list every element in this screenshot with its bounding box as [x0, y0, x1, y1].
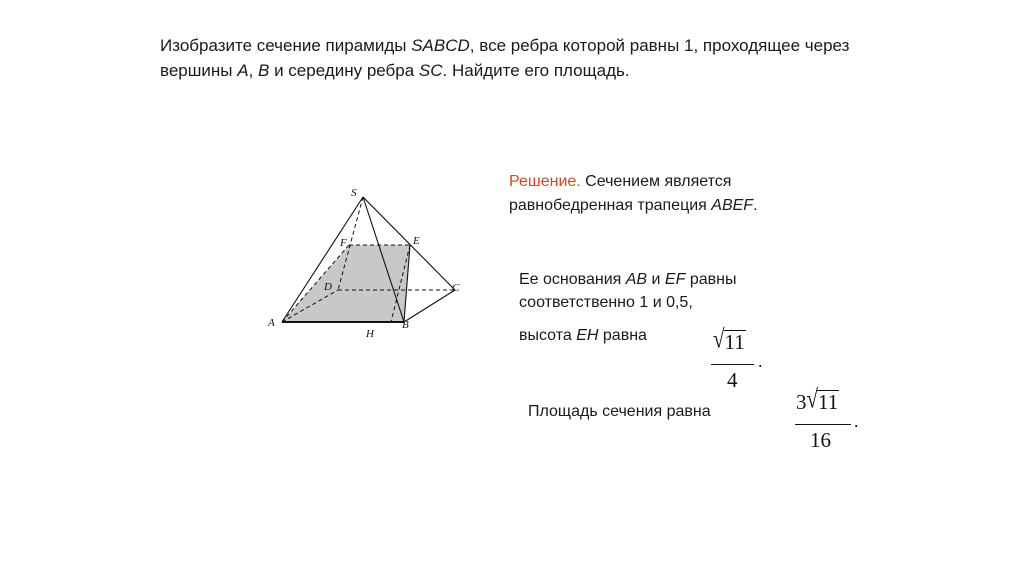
problem-text: , все ребра которой равны 1, проходящее через вершины — [160, 36, 850, 80]
area-coefficient: 3 — [796, 390, 807, 414]
area-period: . — [854, 411, 859, 431]
area-radicand: 11 — [818, 390, 839, 414]
height-eh: EH — [576, 327, 599, 344]
height-denominator: 4 — [727, 368, 738, 392]
height-period: . — [758, 351, 763, 371]
label-f: F — [340, 237, 347, 249]
label-b: B — [402, 319, 409, 331]
solution-text: Сечением является равнобедренная трапеция — [509, 173, 732, 214]
pyramid-figure — [262, 183, 472, 343]
label-s: S — [351, 187, 357, 199]
base-ef: EF — [664, 271, 686, 288]
height-text-part: высота — [519, 327, 577, 344]
label-d: D — [324, 281, 332, 293]
bases-text-part: и — [647, 271, 665, 288]
label-a: A — [268, 317, 275, 329]
area-denominator: 16 — [810, 428, 831, 452]
problem-text: Изобразите сечение пирамиды — [160, 36, 412, 55]
edge-bc — [404, 290, 455, 322]
height-radicand: 11 — [724, 330, 745, 354]
area-fraction — [794, 383, 866, 460]
solution-label: Решение. — [509, 173, 581, 190]
label-c: C — [452, 282, 460, 294]
height-text-part: равна — [598, 327, 647, 344]
problem-text: , — [248, 61, 259, 80]
problem-statement — [160, 33, 920, 83]
bases-text-part: равны соответственно 1 и 0,5, — [519, 271, 737, 311]
label-e: E — [413, 235, 420, 247]
height-text — [519, 324, 647, 347]
label-h: H — [366, 328, 374, 340]
sqrt-symbol: √11 — [806, 383, 839, 414]
solution-text: . — [753, 197, 758, 214]
vertex-a: A — [237, 61, 249, 80]
problem-text: . Найдите его площадь. — [442, 61, 630, 80]
solution-intro — [509, 170, 829, 218]
area-text: Площадь сечения равна — [528, 403, 711, 420]
height-numerator — [713, 323, 746, 355]
edge-sc: SC — [418, 61, 443, 80]
vertex-b: B — [258, 61, 270, 80]
base-ab: AB — [625, 271, 648, 288]
bases-text-part: Ее основания — [519, 271, 626, 288]
sqrt-symbol: √11 — [713, 323, 745, 354]
bases-text — [519, 268, 779, 314]
pyramid-name: SABCD — [411, 36, 470, 55]
area-fraction-bar — [795, 424, 851, 425]
problem-text: и середину ребра — [269, 61, 419, 80]
area-numerator — [796, 383, 839, 415]
height-fraction-bar — [711, 364, 754, 365]
height-fraction — [710, 323, 770, 400]
trapezoid-name: ABEF — [711, 197, 754, 214]
